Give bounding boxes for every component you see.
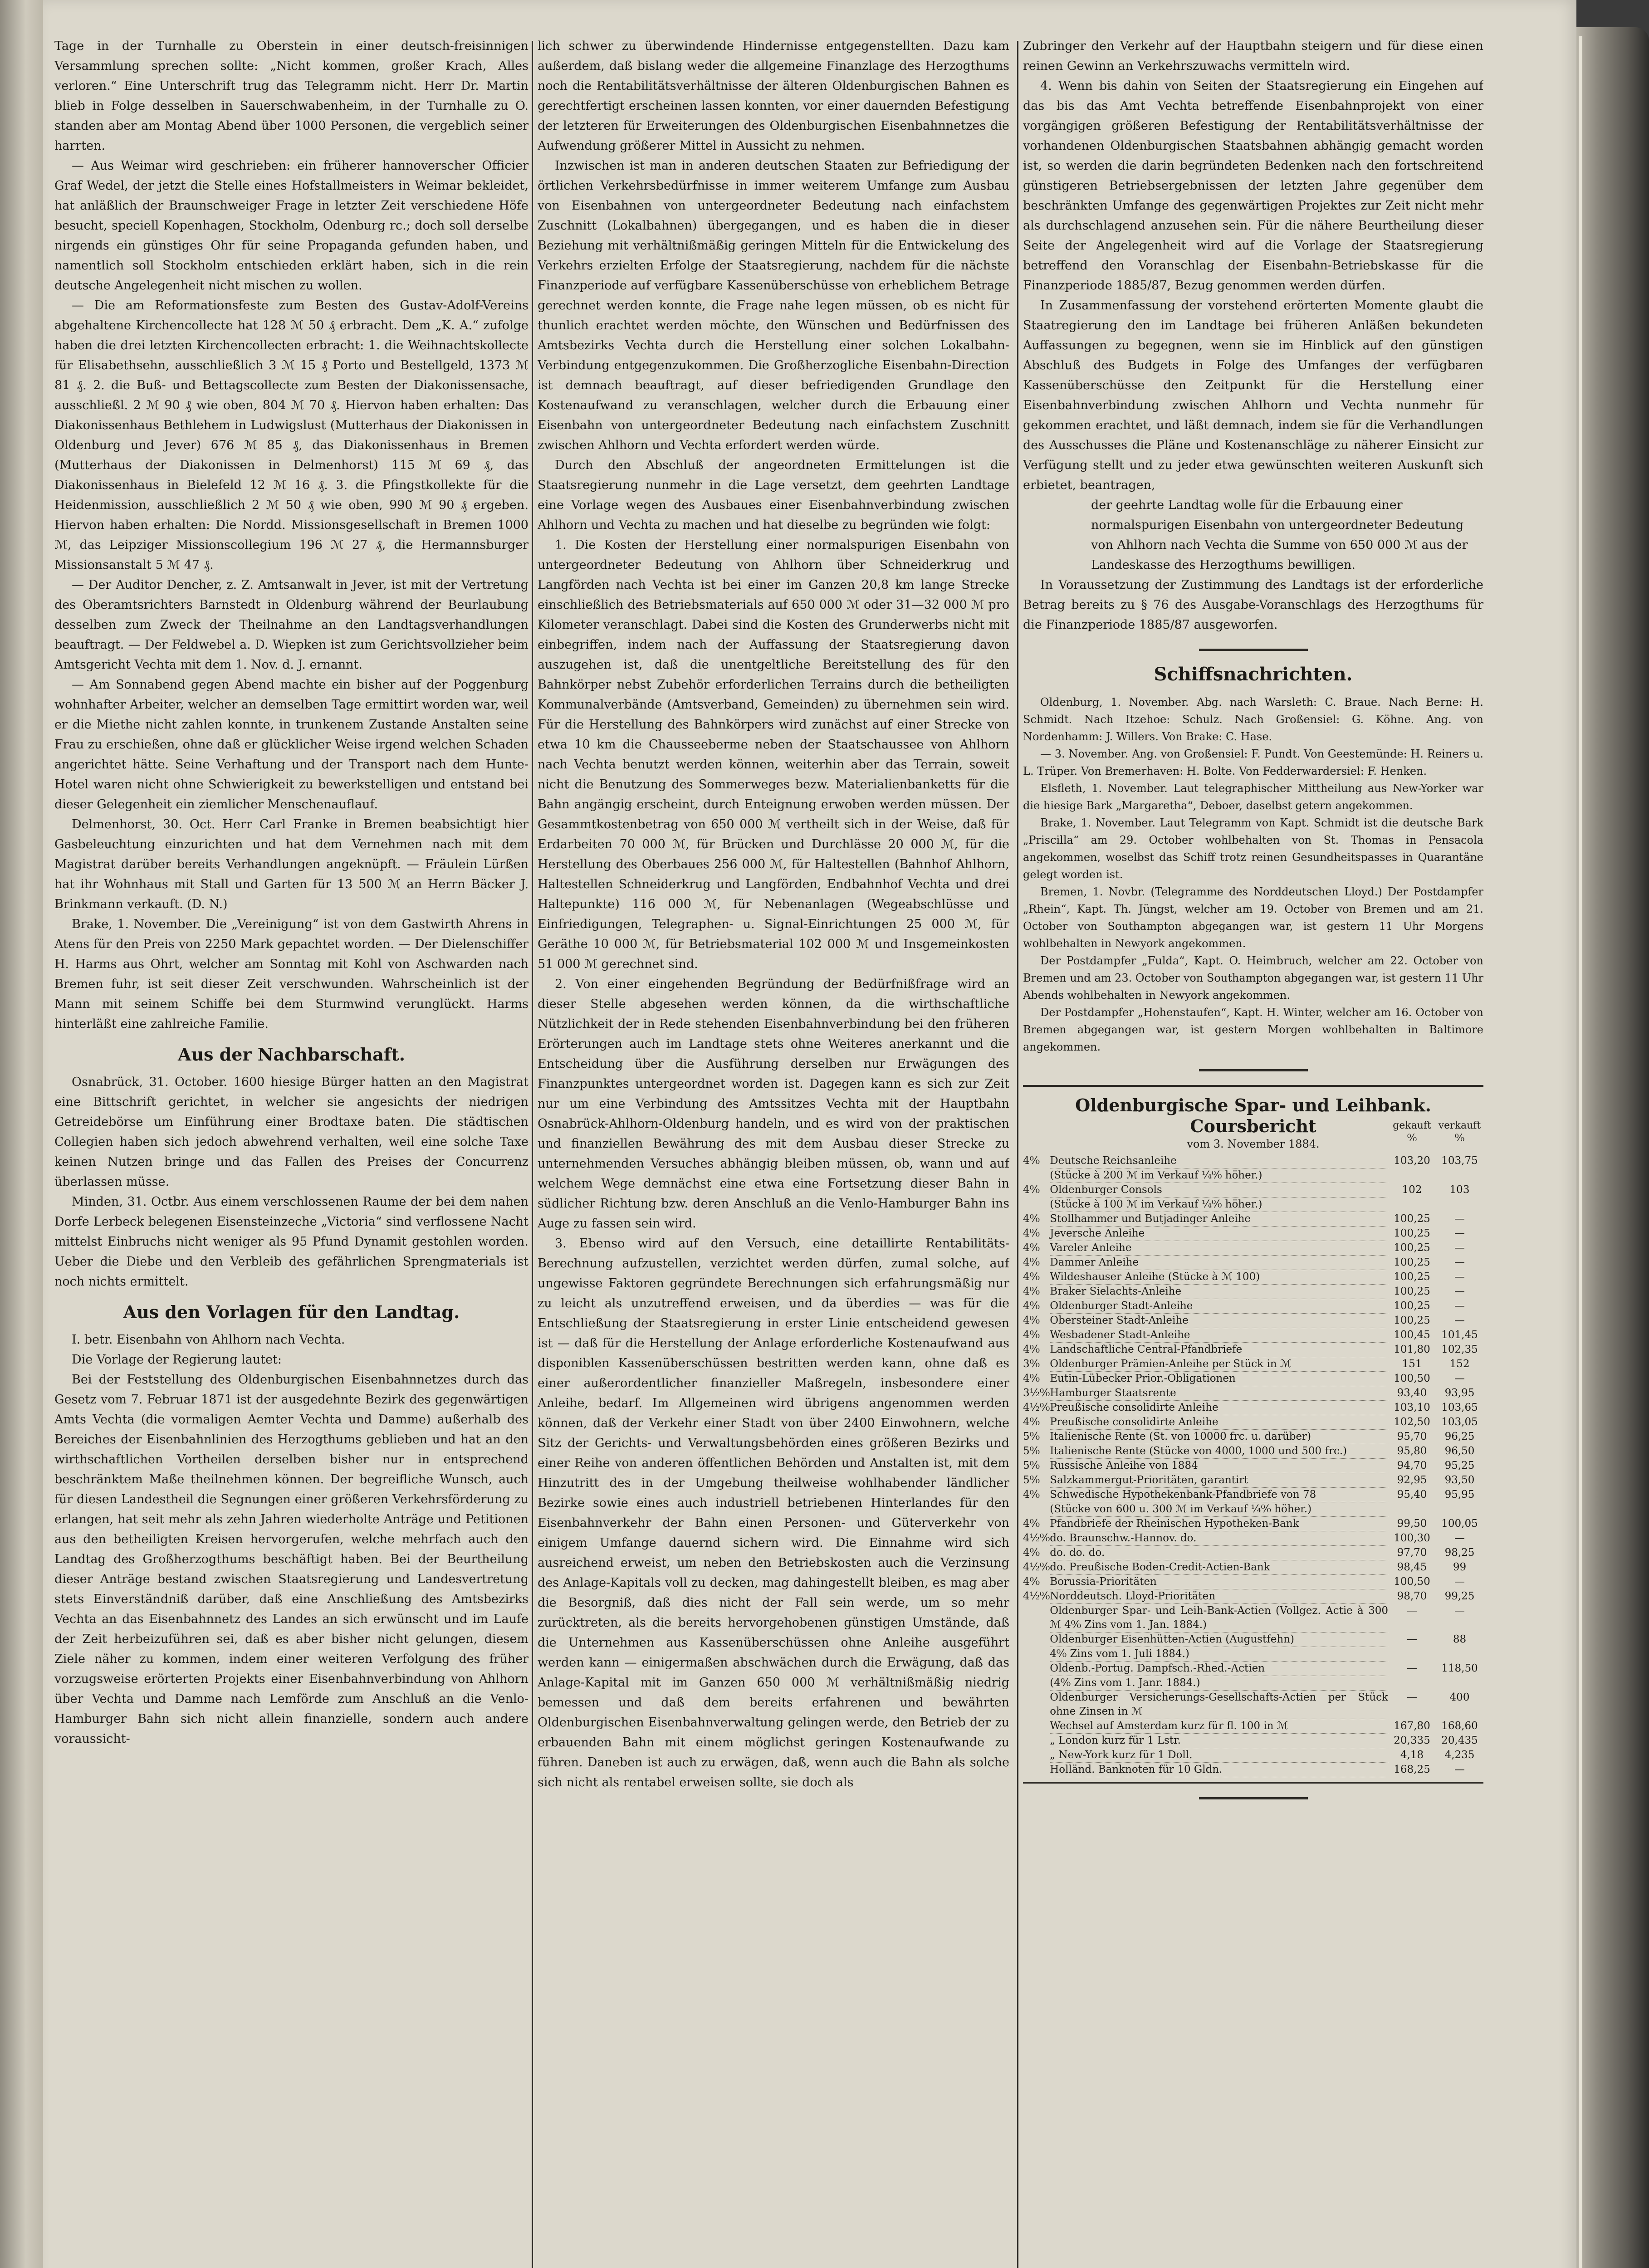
rate-sold: 20,435 (1441, 1734, 1478, 1746)
rate-sold (1436, 1647, 1483, 1662)
rate-percent: 5⁰⁄₀ (1023, 1430, 1040, 1442)
exchange-rate-row (1023, 1168, 1483, 1183)
rate-percent: 4⁰⁄₀ (1023, 1343, 1040, 1355)
rate-percent: 4⁰⁄₀ (1023, 1285, 1040, 1297)
rate-percent: 3½⁰⁄₀ (1023, 1387, 1050, 1399)
rate-percent: 4⁰⁄₀ (1023, 1517, 1040, 1530)
security-name: Oldenburger Eisenhütten-Actien (Augustfehn) (1050, 1633, 1388, 1647)
rate-sold: — (1454, 1271, 1465, 1283)
rate-sold: 100,05 (1441, 1517, 1478, 1530)
column-1 (54, 36, 528, 2268)
rate-sold: 98,25 (1444, 1546, 1475, 1559)
article-paragraph: Tage in der Turnhalle zu Oberstein in einer deutsch-freisinnigen Versammlung sprechen sollte: „Nicht kommen, großer Krach, Alles verloren.“ Eine Unterschrift trug das Telegramm nicht. Herr Dr. Martin blieb in Folge desselben in Sauerschwabenheim, in der Turnhalle zu O. standen aber am Montag Abend über 1000 Personen, die vergeblich seiner harrten. (54, 39, 528, 153)
security-name: Wesbadener Stadt-Anleihe (1050, 1328, 1388, 1343)
article-paragraph: Delmenhorst, 30. Oct. Herr Carl Franke in Bremen beabsichtigt hier Gasbeleuchtung einzurichten und hat dem Vernehmen nach mit dem Magistrat darüber bereits Verhandlungen angeknüpft. — Fräulein Lürßen hat ihr Wohnhaus mit Stall und Garten für 13 500 ℳ an Herrn Bäcker J. Brinkmann verkauft. (D. N.) (54, 817, 528, 911)
exchange-rate-row (1023, 1734, 1483, 1748)
exchange-rate-row (1023, 1748, 1483, 1763)
rate-sold: 4,235 (1444, 1749, 1475, 1761)
exchange-rate-row (1023, 1488, 1483, 1502)
rate-bought: 4,18 (1400, 1749, 1424, 1761)
exchange-rate-row (1023, 1502, 1483, 1517)
security-name: do. do. do. (1050, 1546, 1388, 1560)
security-name: (Stücke von 600 u. 300 ℳ im Verkauf ¹⁄₄⁰⁄₀ höher.) (1050, 1502, 1388, 1517)
rate-sold: 102,35 (1441, 1343, 1478, 1355)
shipping-item: Der Postdampfer „Hohenstaufen“, Kapt. H. Winter, welcher am 16. October von Bremen abgegangen war, ist gestern Morgen wohlbehalten in Baltimore angekommen. (1023, 1006, 1483, 1053)
rate-bought: 167,80 (1394, 1720, 1430, 1732)
rate-sold: — (1454, 1242, 1465, 1254)
security-name: Jeversche Anleihe (1050, 1227, 1388, 1241)
column-rule-1 (532, 41, 533, 2268)
security-name: Dammer Anleihe (1050, 1256, 1388, 1270)
rate-percent: 4⁰⁄₀ (1023, 1416, 1040, 1428)
exchange-rate-row (1023, 1415, 1483, 1430)
article-paragraph: 3. Ebenso wird auf den Versuch, eine detaillirte Rentabilitäts-Berechnung aufzustellen, verzichtet werden dürfen, zumal solche, auf ungewisse Faktoren gegründete Berechnungen sich erfahrungsmäßig nur zu leicht als unzutreffend erweisen, und da überdies — was für die Entschließung der Staatsregierung in erster Linie entscheidend gewesen ist — daß für die Herstellung der Anlage erforderliche Kostenaufwand aus disponiblen Kassenüberschüssen bestritten werden kann, ohne daß es einer außerordentlicher finanzieller Maßregeln, insbesondere einer Anleihe, bedarf. Im Allgemeinen wird übrigens angenommen werden können, daß der Verkehr einer Stadt von über 2400 Einwohnern, welche Sitz der Gerichts- und Verwaltungsbehörden eines größeren Bezirks und einer Reihe von anderen öffentlichen Behörden und Anstalten ist, mit dem Hinzutritt des in der Umgebung theilweise wohlhabender ländlicher Bezirke sowie eines auch industriell betriebenen Hinterlandes für den Eisenbahnverkehr der Bahn einen Personen- und Güterverkehr von einigem Umfange dauernd sichern wird. Die Einnahme wird sich ausreichend erweist, um neben den Betriebskosten auch die Verzinsung des Anlage-Kapitals voll zu decken, mag dahingestellt bleiben, es mag aber die Besorgniß, daß dies nicht der Fall sein werde, um so mehr zurücktreten, als die bereits hervorgehobenen günstigen Umstände, daß die Unternehmen aus Kassenüberschüssen ohne Anleihe ausgeführt werden kann — einigermaßen abschwächen durch die Erwägung, daß das Anlage-Kapital mit im Ganzen 650 000 ℳ verhältnißmäßig niedrig bemessen und daß dem bereits erfahrenen und bewährten Oldenburgischen Eisenbahnverwaltung gelingen werde, den Betrieb der zu erbauenden Bahn mit einem möglichst geringen Kostenaufwande zu führen. Daneben ist auch zu erwägen, daß, wenn auch die Bahn als solche sich nicht als rentabel erweisen sollte, sie doch als (538, 1237, 1009, 1789)
rate-percent (1023, 1719, 1050, 1734)
rate-percent: 4½⁰⁄₀ (1023, 1561, 1050, 1573)
rate-bought: — (1407, 1662, 1417, 1674)
rate-percent: 5⁰⁄₀ (1023, 1459, 1040, 1471)
security-name: Oldenburger Spar- und Leih-Bank-Actien (Vollgez. Actie à 300 ℳ 4⁰⁄₀ Zins vom 1. Jan. 1884.) (1050, 1604, 1388, 1633)
rate-sold: 118,50 (1441, 1662, 1478, 1674)
exchange-rate-row (1023, 1241, 1483, 1256)
rate-bought: 100,25 (1394, 1271, 1430, 1283)
separator-rule (1199, 1069, 1308, 1071)
article-paragraph: — Die am Reformationsfeste zum Besten des Gustav-Adolf-Vereins abgehaltene Kirchencollecte hat 128 ℳ 50 ₰ erbracht. Dem „K. A.“ zufolge haben die drei letzten Kirchencollecten erbracht: 1. die Weihnachtskollecte für Elisabethsehn, ausschließlich 3 ℳ 15 ₰ Porto und Bestellgeld, 1373 ℳ 81 ₰. 2. die Buß- und Bettagscollecte zum Besten der Diakonissensache, ausschließl. 2 ℳ 90 ₰ wie oben, 804 ℳ 70 ₰. Hiervon haben erhalten: Das Diakonissenhaus Bethlehem in Ludwigslust (Mutterhaus der Diakonissen in Oldenburg und Jever) 676 ℳ 85 ₰, das Diakonissenhaus in Bremen (Mutterhaus der Diakonissen in Delmenhorst) 115 ℳ 69 ₰, das Diakonissenhaus in Bielefeld 12 ℳ 16 ₰. 3. die Pfingstkollekte für die Heidenmission, ausschließlich 2 ℳ 50 ₰ wie oben, 990 ℳ 90 ₰ ergeben. Hiervon haben erhalten: Die Nordd. Missionsgesellschaft in Bremen 1000 ℳ, das Leipziger Missionscollegium 196 ℳ 27 ₰, die Hermannsburger Missionsanstalt 5 ℳ 47 ₰. (54, 298, 528, 572)
rate-sold: — (1454, 1300, 1465, 1312)
article-paragraph: Inzwischen ist man in anderen deutschen Staaten zur Befriedigung der örtlichen Verkehrsbedürfnisse in immer weiterem Umfange zum Ausbau von Eisenbahnen von untergeordneter Bedeutung nach einfachstem Zuschnitt (Lokalbahnen) übergegangen, und es haben die in dieser Beziehung mit verhältnißmäßig geringen Mitteln für die Entwickelung des Verkehrs erzielten Erfolge der Staatsregierung, nachdem für die nächste Finanzperiode auf verfügbare Kassenüberschüsse von erheblichem Betrage gerechnet werden konnte, die Frage nahe legen müssen, ob es nicht für thunlich erachtet werden möchte, den Wünschen und Bedürfnissen des Amtsbezirks Vechta durch die Herstellung einer solchen Lokalbahn-Verbindung entgegenzukommen. Die Großherzogliche Eisenbahn-Direction ist demnach beauftragt, auf dieser befriedigenden Grundlage den Kostenaufwand zu veranschlagen, welcher durch die Erbauung einer Eisenbahn von untergeordneter Bedeutung nach einfachstem Zuschnitt zwischen Ahlhorn und Vechta erfordert werden würde. (538, 159, 1009, 452)
col-unit-header: ⁰⁄₀ (1407, 1133, 1417, 1144)
security-name: (Stücke à 100 ℳ im Verkauf ¹⁄₄⁰⁄₀ höher.) (1050, 1198, 1388, 1212)
rate-sold (1436, 1168, 1483, 1183)
article-paragraph: In Voraussetzung der Zustimmung des Landtags ist der erforderliche Betrag bereits zu § 76 des Ausgabe-Voranschlags des Herzogthums für die Finanzperiode 1885/87 ausgeworfen. (1023, 578, 1483, 632)
rate-sold: 99 (1453, 1561, 1467, 1573)
rate-percent (1023, 1676, 1050, 1691)
rate-percent: 4⁰⁄₀ (1023, 1183, 1040, 1196)
article-paragraph: lich schwer zu überwindende Hindernisse entgegenstellten. Dazu kam außerdem, daß bislang weder die allgemeine Finanzlage des Herzogthums noch die Rentabilitätsverhältnisse der älteren Oldenburgischen Bahnen es gerechtfertigt erscheinen lassen konnten, vor einer dauernden Befestigung der letzteren für Erweiterungen des Oldenburgischen Eisenbahnnetzes die Aufwendung größerer Mittel in Aussicht zu nehmen. (538, 39, 1009, 153)
security-name: Oldenburger Stadt-Anleihe (1050, 1299, 1388, 1314)
rate-bought: 94,70 (1397, 1459, 1427, 1471)
exchange-rate-row (1023, 1676, 1483, 1691)
exchange-rate-row (1023, 1560, 1483, 1575)
security-name: Russische Anleihe von 1884 (1050, 1459, 1388, 1473)
rate-bought: 102 (1402, 1183, 1422, 1196)
exchange-rate-row (1023, 1212, 1483, 1227)
security-name: Oldenburger Consols (1050, 1183, 1388, 1198)
rate-sold: 95,25 (1444, 1459, 1475, 1471)
rate-bought: 95,80 (1397, 1445, 1427, 1457)
rate-bought (1388, 1676, 1436, 1691)
section-heading: Aus der Nachbarschaft. (178, 1044, 405, 1065)
exchange-rate-row (1023, 1546, 1483, 1560)
article-paragraph: 2. Von einer eingehenden Begründung der Bedürfnißfrage wird an dieser Stelle abgesehen werden können, da die wirthschaftliche Nützlichkeit der in Rede stehenden Eisenbahnverbindung bei den früheren Erörterungen auch im Landtage stets ohne Weiteres anerkannt und die Entscheidung über die Ausführung derselben nur Erwägungen des Finanzpunktes untergeordnet worden ist. Dagegen kann es sich zur Zeit nur um eine Verbindung des Amtssitzes Vechta mit der Hauptbahn Osnabrück-Ahlhorn-Oldenburg handeln, und es wird von der praktischen und finanziellen Bewährung des mit dem Ausbau dieser Strecke zu unternehmenden Versuches abhängig bleiben müssen, ob, wann und auf welchem Wege demnächst eine etwa eine Fortsetzung dieser Bahn in südlicher Richtung bzw. deren Anschluß an die Venlo-Hamburger Bahn ins Auge zu fassen sein wird. (538, 977, 1009, 1231)
course-date-text: vom 3. November 1884. (1187, 1138, 1320, 1150)
security-name: Landschaftliche Central-Pfandbriefe (1050, 1343, 1388, 1357)
rate-bought: 100,25 (1394, 1212, 1430, 1225)
rate-bought: 95,70 (1397, 1430, 1427, 1442)
security-name: Hamburger Staatsrente (1050, 1386, 1388, 1401)
security-name: „ London kurz für 1 Lstr. (1050, 1734, 1388, 1748)
rate-sold: 96,25 (1444, 1430, 1475, 1442)
rate-bought: 20,335 (1394, 1734, 1430, 1746)
exchange-rate-row (1023, 1299, 1483, 1314)
article-paragraph: Bei der Feststellung des Oldenburgischen Eisenbahnnetzes durch das Gesetz vom 7. Februar 1871 ist der ausgedehnte Bezirk des gegenwärtigen Amts Vechta (die vormaligen Aemter Vechta und Damme) außerhalb des Bereiches der Eisenbahnlinien des Herzogthums geblieben und hat an den wirthschaftlichen Vortheilen derselben bisher nur in entsprechend beschränktem Maße theilnehmen können. Der begreifliche Wunsch, auch für diesen Landestheil die Segnungen einer größeren Verkehrsförderung zu erlangen, hat seit mehr als zehn Jahren wiederholte Anträge und Petitionen aus den betheiligten Kreisen hervorgerufen, welche mehrfach auch den Landtag des Großherzogthums beschäftigt haben. Bei der Beurtheilung dieser Anträge bestand zwischen Staatsregierung und Landesvertretung stets Einverständniß darüber, daß eine Anschließung des Amtsbezirks Vechta an das Eisenbahnnetz des Landes an sich erwünscht und im Laufe der Zeit herbeizuführen sei, daß es aber bisher nicht gelungen, diesem Ziele näher zu kommen, indem einer weiteren Verfolgung des früher vorzugsweise erörterten Projekts einer Eisenbahnverbindung von Ahlhorn über Vechta und Damme nach Lemförde zum Anschluß an die Venlo-Hamburger Bahn sich nicht allein finanzielle, sondern auch andere voraussicht- (54, 1373, 528, 1746)
section-heading: Schiffsnachrichten. (1154, 664, 1353, 685)
security-name: do. Preußische Boden-Credit-Actien-Bank (1050, 1560, 1388, 1575)
exchange-rate-row (1023, 1314, 1483, 1328)
security-name: Norddeutsch. Lloyd-Prioritäten (1050, 1589, 1388, 1604)
security-name: 4⁰⁄₀ Zins vom 1. Juli 1884.) (1050, 1647, 1388, 1662)
exchange-rate-row (1023, 1328, 1483, 1343)
rate-percent: 4⁰⁄₀ (1023, 1212, 1040, 1225)
exchange-rate-row (1023, 1343, 1483, 1357)
security-name: Oldenb.-Portug. Dampfsch.-Rhed.-Actien (1050, 1662, 1388, 1676)
article-paragraph: Die Vorlage der Regierung lautet: (72, 1353, 282, 1367)
exchange-rate-row (1023, 1531, 1483, 1546)
exchange-rate-row (1023, 1763, 1483, 1777)
rate-percent (1023, 1502, 1050, 1517)
security-name: Vareler Anleihe (1050, 1241, 1388, 1256)
rate-percent: 4⁰⁄₀ (1023, 1155, 1040, 1167)
col-unit-header: ⁰⁄₀ (1454, 1133, 1465, 1144)
security-name: Italienische Rente (Stücke von 4000, 1000 und 500 frc.) (1050, 1444, 1388, 1459)
col-sell-header: verkauft (1438, 1120, 1481, 1131)
security-name: Preußische consolidirte Anleihe (1050, 1401, 1388, 1415)
rate-bought: 99,50 (1397, 1517, 1427, 1530)
rate-bought: 100,30 (1394, 1532, 1430, 1544)
security-name: Obersteiner Stadt-Anleihe (1050, 1314, 1388, 1328)
rate-percent (1023, 1662, 1050, 1676)
rate-sold: — (1454, 1212, 1465, 1225)
security-name: (Stücke à 200 ℳ im Verkauf ¹⁄₄⁰⁄₀ höher.) (1050, 1168, 1388, 1183)
exchange-rate-row (1023, 1401, 1483, 1415)
rate-sold: 99,25 (1444, 1590, 1475, 1602)
exchange-rate-row (1023, 1183, 1483, 1198)
rate-percent (1023, 1691, 1050, 1719)
rate-sold: — (1454, 1575, 1465, 1588)
rate-sold: 103,05 (1441, 1416, 1478, 1428)
rate-sold: — (1454, 1763, 1465, 1775)
rate-sold: 400 (1449, 1691, 1470, 1703)
exchange-rate-row (1023, 1691, 1483, 1719)
security-name: Oldenburger Versicherungs-Gesellschafts-Actien per Stück ohne Zinsen in ℳ (1050, 1691, 1388, 1719)
shipping-item: Der Postdampfer „Fulda“, Kapt. O. Heimbruch, welcher am 22. October von Bremen und am 23. October von Southampton abgegangen war, ist gestern 11 Uhr Abends wohlbehalten in Newyork angekommen. (1023, 954, 1483, 1002)
rate-bought: 98,70 (1397, 1590, 1427, 1602)
course-column-headers (1388, 1119, 1483, 1145)
column-2 (538, 36, 1009, 2268)
exchange-rate-row (1023, 1473, 1483, 1488)
rate-percent: 4⁰⁄₀ (1023, 1256, 1040, 1268)
rate-sold: — (1454, 1285, 1465, 1297)
rate-bought: 93,40 (1397, 1387, 1427, 1399)
rate-sold: 93,95 (1444, 1387, 1475, 1399)
security-name: Holländ. Banknoten für 10 Gldn. (1050, 1763, 1388, 1777)
security-name: Oldenburger Prämien-Anleihe per Stück in ℳ (1050, 1357, 1388, 1372)
exchange-rate-box (1023, 1085, 1483, 1784)
rate-bought: 100,25 (1394, 1314, 1430, 1326)
rate-percent: 5⁰⁄₀ (1023, 1474, 1040, 1486)
rate-sold: — (1454, 1604, 1465, 1617)
rate-sold: 152 (1449, 1358, 1470, 1370)
rate-sold: 95,95 (1444, 1488, 1475, 1501)
rate-bought: 100,25 (1394, 1285, 1430, 1297)
rate-percent: 5⁰⁄₀ (1023, 1445, 1040, 1457)
rate-percent: 4½⁰⁄₀ (1023, 1532, 1050, 1544)
security-name: Deutsche Reichsanleihe (1050, 1154, 1388, 1168)
exchange-rate-row (1023, 1719, 1483, 1734)
rate-percent (1023, 1763, 1050, 1777)
exchange-rate-row (1023, 1270, 1483, 1285)
exchange-rate-row (1023, 1154, 1483, 1168)
security-name: Stollhammer und Butjadinger Anleihe (1050, 1212, 1388, 1227)
rate-sold: 96,50 (1444, 1445, 1475, 1457)
security-name: (4⁰⁄₀ Zins vom 1. Janr. 1884.) (1050, 1676, 1388, 1691)
rate-sold: 103,75 (1441, 1155, 1478, 1167)
rate-percent: 4⁰⁄₀ (1023, 1300, 1040, 1312)
security-name: Pfandbriefe der Rheinischen Hypotheken-Bank (1050, 1517, 1388, 1531)
rate-sold: 101,45 (1441, 1329, 1478, 1341)
rate-sold: — (1454, 1227, 1465, 1239)
security-name: do. Braunschw.-Hannov. do. (1050, 1531, 1388, 1546)
exchange-rate-body (1023, 1154, 1483, 1777)
exchange-rate-row (1023, 1517, 1483, 1531)
rate-percent: 4⁰⁄₀ (1023, 1271, 1040, 1283)
security-name: Preußische consolidirte Anleihe (1050, 1415, 1388, 1430)
exchange-rate-row (1023, 1459, 1483, 1473)
course-title-text: Coursbericht (1190, 1116, 1316, 1136)
rate-bought (1388, 1647, 1436, 1662)
rate-bought: — (1407, 1633, 1417, 1645)
col-buy-header: gekauft (1393, 1120, 1431, 1131)
rate-percent: 4½⁰⁄₀ (1023, 1590, 1050, 1602)
rate-percent: 4⁰⁄₀ (1023, 1546, 1040, 1559)
rate-sold: 88 (1453, 1633, 1467, 1645)
rate-bought: 100,50 (1394, 1575, 1430, 1588)
separator-rule (1199, 649, 1308, 651)
rate-sold: — (1454, 1314, 1465, 1326)
rate-bought: 100,25 (1394, 1300, 1430, 1312)
article-paragraph: In Zusammenfassung der vorstehend erörterten Momente glaubt die Staatregierung den im Landtage bei früheren Anläßen bekundeten Auffassungen zu begegnen, wenn sie im Hinblick auf den günstigen Abschluß des Budgets in Folge des Umfanges der verfügbaren Kassenüberschüsse den Zeitpunkt für die Herstellung einer Eisenbahnverbindung zwischen Ahlhorn und Vechta nunmehr für gekommen erachtet, und läßt demnach, indem sie für die Verhandlungen des Ausschusses die Pläne und Kostenanschläge zu näherer Einsicht zur Verfügung stellt und zu jeder etwa gewünschten weiteren Auskunft sich erbietet, beantragen, (1023, 298, 1483, 492)
rate-bought: 98,45 (1397, 1561, 1427, 1573)
rate-bought: 100,45 (1394, 1329, 1430, 1341)
shipping-item: Bremen, 1. Novbr. (Telegramme des Norddeutschen Lloyd.) Der Postdampfer „Rhein“, Kapt. Th. Jüngst, welcher am 19. October von Bremen und am 21. October von Southampton abgegangen war, ist gestern 11 Uhr Morgens wohlbehalten in Newyork angekommen. (1023, 885, 1483, 950)
exchange-rate-row (1023, 1357, 1483, 1372)
rate-bought (1388, 1168, 1436, 1183)
article-paragraph: 1. Die Kosten der Herstellung einer normalspurigen Eisenbahn von untergeordneter Bedeutung von Ahlhorn über Schneiderkrug und Langförden nach Vechta ist bei einer im Ganzen 20,8 km lange Strecke einschließlich des Betriebsmaterials auf 650 000 ℳ oder 31—32 000 ℳ pro Kilometer veranschlagt. Dabei sind die Kosten des Grunderwerbs nicht mit einbegriffen, indem nach der Auffassung der Staatsregierung davon auszugehen ist, daß die unentgeltliche Bereitstellung des für den Bahnkörper nebst Zubehör erforderlichen Terrains durch die betheiligten Kommunalverbände (Amtsverband, Gemeinden) zu übernehmen sein wird. Für die Herstellung des Bahnkörpers wird zunächst auf einer Strecke von etwa 10 km die Chausseeberme neben der Staatschaussee von Ahlhorn nach Vechta benutzt werden können, weiterhin aber das Terrain, soweit nicht die Benutzung des Sommerweges bezw. Materialienbanketts für die Bahn angängig erscheint, durch Enteignung erwoben werden müssen. Der Gesammtkostenbetrag von 650 000 ℳ vertheilt sich in der Weise, daß für Erdarbeiten 70 000 ℳ, für Brücken und Durchlässe 20 000 ℳ, für die Herstellung des Oberbaues 256 000 ℳ, für Haltestellen (Bahnhof Ahlhorn, Haltestellen Schneiderkrug und Langförden, Endbahnhof Vechta und drei Haltepunkte) 116 000 ℳ, für Nebenanlagen (Wegeabschlüsse und Einfriedigungen, Telegraphen- u. Signal-Einrichtungen 25 000 ℳ, für Geräthe 10 000 ℳ, für Betriebsmaterial 102 000 ℳ und Insgemeinkosten 51 000 ℳ gerechnet sind. (538, 538, 1009, 971)
rate-bought (1388, 1198, 1436, 1212)
security-name: „ New-York kurz für 1 Doll. (1050, 1748, 1388, 1763)
exchange-rate-row (1023, 1589, 1483, 1604)
rate-bought: 100,25 (1394, 1227, 1430, 1239)
exchange-rate-row (1023, 1633, 1483, 1647)
rate-bought: 100,25 (1394, 1256, 1430, 1268)
article-paragraph: Osnabrück, 31. October. 1600 hiesige Bürger hatten an den Magistrat eine Bittschrift gerichtet, in welcher sie angesichts der niedrigen Getreidebörse um Einführung einer Brodtaxe baten. Die städtischen Collegien haben sich jedoch abwehrend verhalten, weil eine solche Taxe keinen Nutzen bringe und das Fallen des Preises der Concurrenz überlassen müsse. (54, 1075, 528, 1189)
exchange-rate-row (1023, 1444, 1483, 1459)
rate-percent: 4⁰⁄₀ (1023, 1314, 1040, 1326)
column-rule-2 (1017, 41, 1018, 2268)
exchange-rate-row (1023, 1647, 1483, 1662)
rate-percent: 4½⁰⁄₀ (1023, 1401, 1050, 1413)
rate-percent (1023, 1198, 1050, 1212)
rate-percent (1023, 1604, 1050, 1633)
shipping-item: Brake, 1. November. Laut Telegramm von Kapt. Schmidt ist die deutsche Bark „Priscilla“ am 29. October wohlbehalten von St. Thomas in Pensacola angekommen, woselbst das Schiff trotz reinen Gesundheitspasses in Quarantäne gelegt worden ist. (1023, 816, 1483, 881)
rate-bought: 101,80 (1394, 1343, 1430, 1355)
motion-text: der geehrte Landtag wolle für die Erbauung einer normalspurigen Eisenbahn von untergeordneter Bedeutung von Ahlhorn nach Vechta die Summe von 650 000 ℳ aus der Landeskasse des Herzogthums bewilligen. (1091, 498, 1468, 572)
rate-percent: 4⁰⁄₀ (1023, 1372, 1040, 1384)
rate-sold (1436, 1198, 1483, 1212)
rate-percent (1023, 1748, 1050, 1763)
exchange-rate-table (1023, 1154, 1483, 1777)
shipping-item: Elsfleth, 1. November. Laut telegraphischer Mittheilung aus New-Yorker war die hiesige Bark „Margaretha“, Deboer, daselbst getern angekommen. (1023, 782, 1483, 812)
article-paragraph: Minden, 31. Octbr. Aus einem verschlossenen Raume der bei dem nahen Dorfe Lerbeck belegenen Eisensteinzeche „Victoria“ sind verflossene Nacht mittelst Einbruchs nicht weniger als 95 Pfund Dynamit gestohlen worden. Ueber die Diebe und den Verbleib des gefährlichen Sprengmaterials ist noch nichts ermittelt. (54, 1195, 528, 1289)
article-paragraph: — Aus Weimar wird geschrieben: ein früherer hannoverscher Officier Graf Wedel, der jetzt die Stelle eines Hofstallmeisters in Weimar bekleidet, hat anläßlich der Braunschweiger Frage in letzter Zeit verschiedene Höfe besucht, speciell Kopenhagen, Stockholm, Odenburg rc.; doch soll derselbe nirgends ein günstiges Ohr für seine Propaganda gefunden haben, und namentlich soll Stockholm entschieden erklärt haben, sich in die rein deutsche Angelegenheit nicht mischen zu wollen. (54, 159, 528, 293)
article-subheading: I. betr. Eisenbahn von Ahlhorn nach Vechta. (72, 1333, 345, 1347)
article-paragraph: Brake, 1. November. Die „Vereinigung“ ist von dem Gastwirth Ahrens in Atens für den Preis von 2250 Mark gepachtet worden. — Der Dielenschiffer H. Harms aus Ohrt, welcher am Sonntag mit Kohl von Aschwarden nach Bremen fuhr, ist seit dieser Zeit verschwunden. Wahrscheinlich ist der Mann mit seinem Schiffe bei dem Sturmwind verunglückt. Harms hinterläßt eine zahlreiche Familie. (54, 917, 528, 1031)
exchange-rate-row (1023, 1285, 1483, 1299)
bank-title: Oldenburgische Spar- und Leihbank. (1075, 1095, 1431, 1115)
rate-sold (1436, 1676, 1483, 1691)
separator-rule (1199, 1797, 1308, 1799)
article-paragraph: — Der Auditor Dencher, z. Z. Amtsanwalt in Jever, ist mit der Vertretung des Oberamtsrichters Barnstedt in Oldenburg während der Beurlaubung desselben zum Zweck der Theilnahme an den Landtagsverhandlungen beauftragt. — Der Feldwebel a. D. Wiepken ist zum Gerichtsvollzieher beim Amtsgericht Vechta mit dem 1. Nov. d. J. ernannt. (54, 578, 528, 672)
rate-bought: 100,50 (1394, 1372, 1430, 1384)
rate-bought: 95,40 (1397, 1488, 1427, 1501)
security-name: Italienische Rente (St. von 10000 frc. u. darüber) (1050, 1430, 1388, 1444)
rate-sold: 103 (1449, 1183, 1470, 1196)
article-paragraph: Durch den Abschluß der angeordneten Ermittelungen ist die Staatsregierung nunmehr in die Lage versetzt, dem geehrten Landtage eine Vorlage wegen des Ausbaues einer Eisenbahnverbindung zwischen Ahlhorn und Vechta zu machen und hat dieselbe zu begründen wie folgt: (538, 458, 1009, 532)
rate-bought: 92,95 (1397, 1474, 1427, 1486)
article-paragraph: Zubringer den Verkehr auf der Hauptbahn steigern und für diese einen reinen Gewinn an Verkehrszuwachs vermitteln wird. (1023, 39, 1483, 73)
rate-sold: 93,50 (1444, 1474, 1475, 1486)
exchange-rate-row (1023, 1256, 1483, 1270)
rate-sold (1436, 1502, 1483, 1517)
exchange-rate-row (1023, 1386, 1483, 1401)
exchange-rate-row (1023, 1604, 1483, 1633)
rate-sold: — (1454, 1372, 1465, 1384)
rate-bought: — (1407, 1691, 1417, 1703)
rate-percent: 3⁰⁄₀ (1023, 1358, 1040, 1370)
security-name: Wildeshauser Anleihe (Stücke à ℳ 100) (1050, 1270, 1388, 1285)
shipping-item: Oldenburg, 1. November. Abg. nach Warsleth: C. Braue. Nach Berne: H. Schmidt. Nach Itzehoe: Schulz. Nach Großensiel: G. Köhne. Ang. von Nordenhamm: J. Willers. Von Brake: C. Hase. (1023, 696, 1483, 743)
rate-sold: — (1454, 1256, 1465, 1268)
security-name: Salzkammergut-Prioritäten, garantirt (1050, 1473, 1388, 1488)
rate-bought: 103,20 (1394, 1155, 1430, 1167)
page-edge-highlight (1579, 36, 1582, 2268)
shipping-item: — 3. November. Ang. von Großensiel: F. Pundt. Von Geestemünde: H. Reiners u. L. Trüper. Von Bremerhaven: H. Bolte. Von Fedderwardersiel: F. Henken. (1023, 748, 1483, 777)
security-name: Wechsel auf Amsterdam kurz für fl. 100 in ℳ (1050, 1719, 1388, 1734)
security-name: Braker Sielachts-Anleihe (1050, 1285, 1388, 1299)
rate-bought: — (1407, 1604, 1417, 1617)
security-name: Eutin-Lübecker Prior.-Obligationen (1050, 1372, 1388, 1386)
rate-bought: 103,10 (1394, 1401, 1430, 1413)
column-3 (1023, 36, 1483, 2268)
rate-bought: 168,25 (1394, 1763, 1430, 1775)
exchange-rate-row (1023, 1662, 1483, 1676)
rate-percent: 4⁰⁄₀ (1023, 1242, 1040, 1254)
rate-bought: 97,70 (1397, 1546, 1427, 1559)
rate-bought: 100,25 (1394, 1242, 1430, 1254)
rate-percent (1023, 1734, 1050, 1748)
rate-percent (1023, 1647, 1050, 1662)
exchange-rate-row (1023, 1198, 1483, 1212)
article-paragraph: — Am Sonnabend gegen Abend machte ein bisher auf der Poggenburg wohnhafter Arbeiter, welcher an demselben Tage ermittirt worden war, weil er die Miethe nicht zahlen konnte, in trunkenem Zustande Anstalten seine Frau zu erschießen, ohne daß er glücklicher Weise irgend welchen Schaden angerichtet hätte. Seine Verhaftung und der Transport nach dem Hunte-Hotel waren nicht ohne Schwierigkeit zu bewerkstelligen und entstand bei dieser Gelegenheit ein ziemlicher Menschenauflauf. (54, 678, 528, 811)
security-name: Schwedische Hypothekenbank-Pfandbriefe von 78 (1050, 1488, 1388, 1502)
rate-percent: 4⁰⁄₀ (1023, 1329, 1040, 1341)
rate-bought (1388, 1502, 1436, 1517)
exchange-rate-row (1023, 1575, 1483, 1589)
rate-sold: 168,60 (1441, 1720, 1478, 1732)
page-stack-edge (1576, 27, 1649, 2268)
exchange-rate-row (1023, 1430, 1483, 1444)
rate-percent (1023, 1168, 1050, 1183)
rate-bought: 102,50 (1394, 1416, 1430, 1428)
rate-sold: 103,65 (1441, 1401, 1478, 1413)
scan-binding-strip (0, 0, 43, 2268)
rate-percent: 4⁰⁄₀ (1023, 1227, 1040, 1239)
exchange-rate-row (1023, 1227, 1483, 1241)
rate-percent: 4⁰⁄₀ (1023, 1575, 1040, 1588)
rate-percent: 4⁰⁄₀ (1023, 1488, 1040, 1501)
rate-sold: — (1454, 1532, 1465, 1544)
article-paragraph: 4. Wenn bis dahin von Seiten der Staatsregierung ein Eingehen auf das bis das Amt Vechta betreffende Eisenbahnprojekt von einer vorgängigen größeren Befestigung der Rentabilitätsverhältnisse der vorhandenen Oldenburgischen Staatsbahnen abhängig gemacht worden ist, so werden die darin begründeten Bedenken nach den fortschreitend günstigeren Betriebsergebnissen der letzten Jahre gegenüber dem beschränkten Umfange des gegenwärtigen Projektes zur Zeit nicht mehr als durchschlagend anzusehen sein. Für die nähere Beurtheilung dieser Seite der Angelegenheit wird auf die Vorlage der Staatsregierung betreffend den Voranschlag der Eisenbahn-Betriebskasse für die Finanzperiode 1885/87, Bezug genommen werden dürfen. (1023, 79, 1483, 293)
rate-percent (1023, 1633, 1050, 1647)
rate-bought: 151 (1402, 1358, 1422, 1370)
section-heading: Aus den Vorlagen für den Landtag. (123, 1302, 460, 1322)
exchange-rate-row (1023, 1372, 1483, 1386)
security-name: Borussia-Prioritäten (1050, 1575, 1388, 1589)
